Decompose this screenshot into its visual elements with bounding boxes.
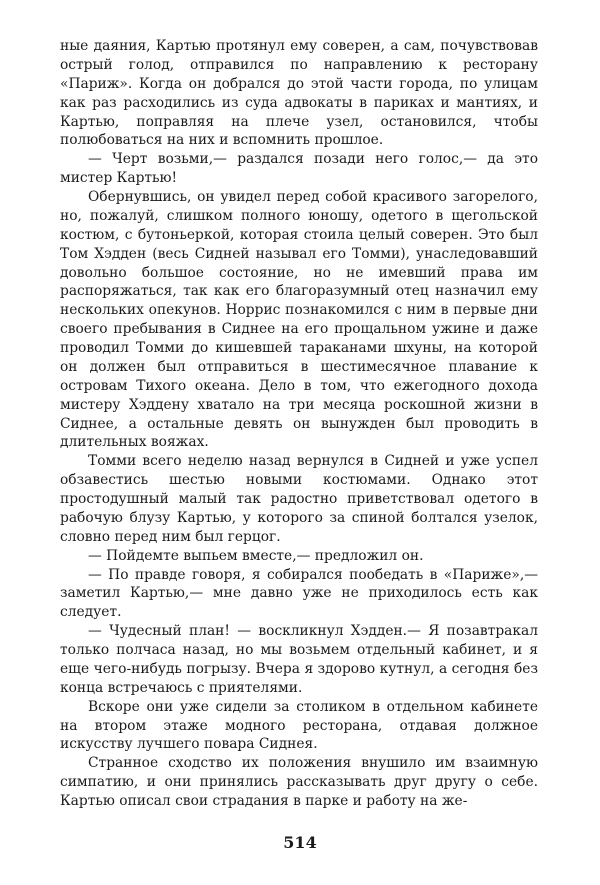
paragraph-3: Обернувшись, он увидел перед собой красивого загорелого, но, пожалуй, слишком полного юношу, одетого в щегольской костюм, с бутоньеркой, которая стоила целый соверен. Это был Том Хэдден (весь Сидней называл его Томми), унаследовавший довольно большое состояние, но не имевший права им распоряжаться, так как его благоразумный отец назначил ему нескольких опекунов. Норрис познакомился с ним в первые дни своего пребывания в Сиднее на его прощальном ужине и даже проводил Томми до кишевшей тараканами шхуны, на которой он должен был отправиться в шестимесячное плавание к островам Тихого океана. Дело в том, что ежегодного дохода мистеру Хэддену хватало на три месяца роскошной жизни в Сиднее, а остальные девять он вынужден был проводить в длительных вояжах. <box>60 189 538 451</box>
page-body <box>60 37 538 811</box>
paragraph-4: Томми всего неделю назад вернулся в Сидней и уже успел обзавестись шестью новыми костюмами. Однако этот простодушный малый так радостно приветствовал одетого в рабочую блузу Картью, у которого за спиной болтался узелок, словно перед ним был герцог. <box>60 453 538 545</box>
paragraph-9: Странное сходство их положения внушило им взаимную симпатию, и они принялись рассказывать друг другу о себе. Картью описал свои страдания в парке и работу на же- <box>60 755 538 809</box>
paragraph-8: Вскоре они уже сидели за столиком в отдельном кабинете на втором этаже модного ресторана, отдавая должное искусству лучшего повара Сиднея. <box>60 698 538 753</box>
page-number: 514 <box>283 833 317 852</box>
paragraph-6: — По правде говоря, я собирался пообедать в «Париже»,— заметил Картью,— мне давно уже не приходилось есть как следует. <box>60 566 538 621</box>
paragraph-2: — Черт возьми,— раздался позади него голос,— да это мистер Картью! <box>60 151 538 187</box>
paragraph-1: ные даяния, Картью протянул ему соверен, а сам, почувствовав острый голод, отправился по направлению к ресторану «Париж». Когда он добрался до этой части города, по улицам как раз расходились из суда адвокаты в париках и мантиях, и Картью, поправляя на плече узел, остановился, чтобы полюбоваться на них и вспомнить прошлое. <box>60 38 538 149</box>
paragraph-5: — Пойдемте выпьем вместе,— предложил он. <box>88 547 424 564</box>
paragraph-7: — Чудесный план! — воскликнул Хэдден.— Я позавтракал только полчаса назад, но мы возьмем отдельный кабинет, и я еще чего-нибудь погрызу. Вчера я здорово кутнул, а сегодня без конца встречаюсь с приятелями. <box>60 623 538 696</box>
